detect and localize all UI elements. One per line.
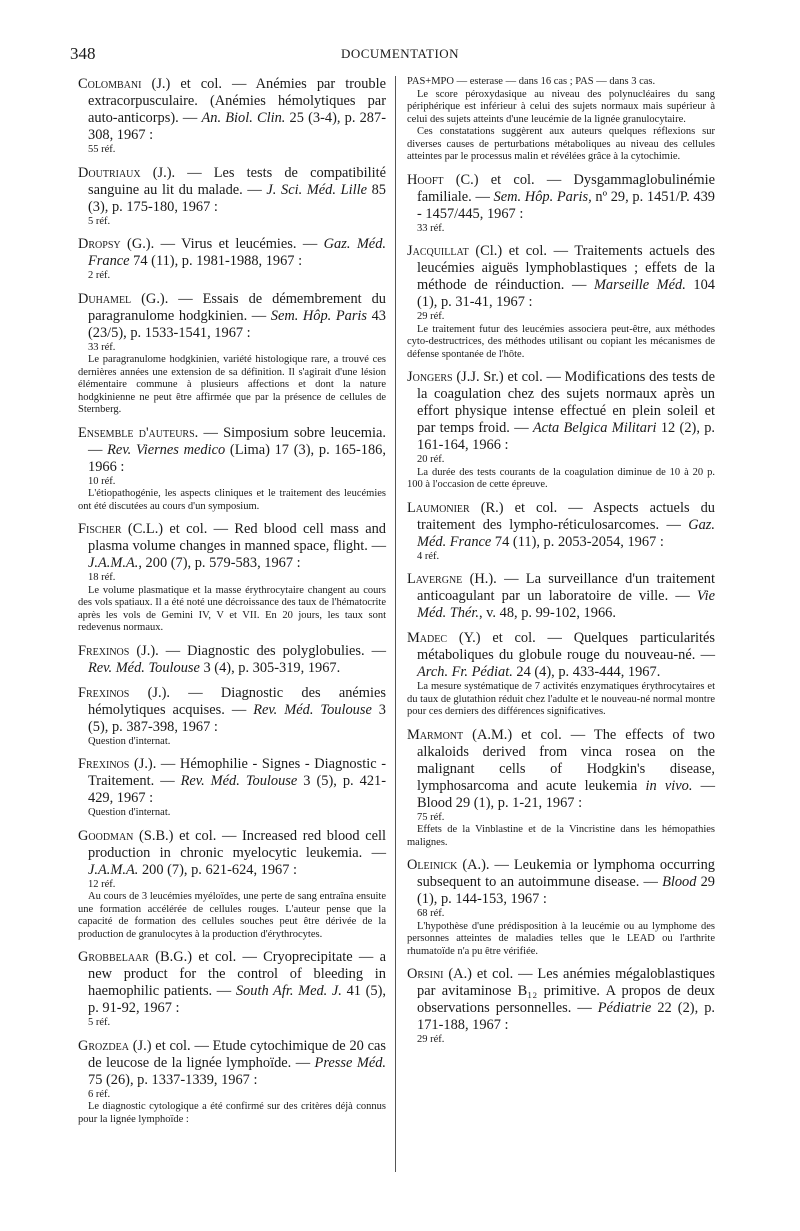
citation-details: 3 (5), p. 421-429, 1967 : <box>88 773 387 806</box>
citation <box>407 172 715 223</box>
bibliography-entry <box>407 571 715 622</box>
citation-details: 74 (11), p. 1981-1988, 1967 : <box>129 253 303 269</box>
citation-details: 43 (23/5), p. 1533-1541, 1967 : <box>88 307 386 341</box>
citation-author: Madec <box>407 630 448 646</box>
citation-details: 104 (1), p. 31-41, 1967 : <box>417 277 715 310</box>
citation-title: (A.M.) et col. — The effects of two alkaloids derived from vinca rosea on the malignant cells of Hodgkin's disease, lymphosarcoma and acute leukemia <box>417 726 715 794</box>
citation-journal: Vie Méd. Thér. <box>417 588 715 621</box>
bibliography-entry <box>78 76 386 157</box>
reference-count: 68 réf. <box>417 908 445 919</box>
citation <box>407 727 715 812</box>
citation-journal: Sem. Hôp. Paris <box>270 307 368 324</box>
reference-count: 29 réf. <box>417 1034 445 1045</box>
citation-title: (J.). — Les tests de compatibilité sanguine au lit du malade. — <box>88 164 386 198</box>
citation-title: (B.G.) et col. — Cryoprecipitate — a new product for the control of bleeding in haemophilic patients. — <box>88 949 386 999</box>
citation-title: (J.). — Hémophilie - Signes - Diagnostic - Traitement. — <box>88 756 386 789</box>
citation-author: Oleinick <box>407 857 458 873</box>
citation-journal: J.A.M.A. <box>88 555 139 571</box>
citation <box>78 521 386 572</box>
citation <box>78 236 386 270</box>
right-column <box>407 76 715 1055</box>
bibliography-entry <box>78 291 386 417</box>
reference-count: 2 réf. <box>88 270 111 281</box>
citation-author: Grozdea <box>78 1037 129 1054</box>
citation-author: Duhamel <box>78 290 132 307</box>
bibliography-entry <box>78 1038 386 1127</box>
reference-count: 12 réf. <box>88 878 116 890</box>
bibliography-entry <box>407 966 715 1047</box>
citation-author: Lavergne <box>407 571 463 587</box>
page-number: 348 <box>70 44 96 63</box>
citation-details: (Lima) 17 (3), p. 165-186, 1966 : <box>88 441 386 475</box>
reference-count: 6 réf. <box>88 1088 111 1100</box>
citation <box>78 756 386 807</box>
bibliography-entry <box>407 500 715 564</box>
citation-details: 41 (5), p. 91-92, 1967 : <box>88 983 386 1016</box>
bibliography-entry <box>78 236 386 283</box>
citation <box>407 243 715 311</box>
citation <box>407 966 715 1034</box>
abstract: Le paragranulome hodgkinien, variété histologique rare, a trouvé ces dernières années une extension de sa définition. Il s'agirait d'une lésion élémentaire commune à plusieurs affections et dont la nature hodgkinienne ne peut être affirmée que par la présence de cellules de Sternberg. <box>78 354 386 415</box>
abstract: La mesure systématique de 7 activités enzymatiques érythrocytaires et du taux de glutathion réduit chez l'adulte et le nouveau-né normal montre pour ces derniers des différences significatives. <box>407 681 715 717</box>
citation-author: Jacquillat <box>407 243 469 259</box>
abstract: Au cours de 3 leucémies myéloïdes, une perte de sang entraîna ensuite une formation accélérée de cellules rouges. L'auteur pense que la capacité de formation des cellules souches peut être dérivée de la production de granulocytes à la production d'érythrocytes. <box>78 891 386 940</box>
bibliography-entry <box>78 643 386 677</box>
bibliography-entry <box>407 172 715 236</box>
reference-count: 75 réf. <box>417 811 445 823</box>
citation-title: (S.B.) et col. — Increased red blood cell production in chronic myelocytic leukemia. — <box>88 827 386 861</box>
citation-journal: Rev. Méd. Toulouse <box>253 701 372 718</box>
citation-title: (C.L.) et col. — Red blood cell mass and plasma volume changes in manned space, flight. — <box>88 521 386 554</box>
citation-author: Fischer <box>78 521 122 537</box>
right-entries <box>407 172 715 1047</box>
citation-details: 75 (26), p. 1337-1339, 1967 : <box>88 1071 258 1088</box>
bibliography-entry <box>78 949 386 1030</box>
citation-journal: Blood <box>662 874 697 890</box>
abstract: Le diagnostic cytologique a été confirmé sur des critères déjà connus pour la lignée lymphoïde : <box>78 1101 386 1125</box>
citation-details: 12 (2), p. 161-164, 1966 : <box>417 420 715 453</box>
citation-title: (G.). — Virus et leucémies. — <box>120 236 324 252</box>
citation-details: 25 (3-4), p. 287-308, 1967 : <box>88 110 386 143</box>
citation <box>407 369 715 454</box>
reference-count: 33 réf. <box>88 341 116 353</box>
left-column <box>78 76 386 1134</box>
citation-details: 29 (1), p. 144-153, 1967 : <box>417 874 715 907</box>
citation-author: Frexinos <box>78 756 130 772</box>
citation <box>78 76 386 144</box>
reference-count: Question d'internat. <box>88 735 171 747</box>
citation <box>407 500 715 551</box>
citation-title: (A.) et col. — Les anémies mégaloblastiques par avitaminose B₁₂ primitive. A propos de deux observations personnelles. — <box>417 966 715 1016</box>
abstract: Le traitement futur des leucémies associera peut-être, aux méthodes cyto-destructrices, des méthodes utilisant ou copiant les mécanismes de défense spontanée de l'hôte. <box>407 323 715 360</box>
bibliography-entry <box>78 165 386 229</box>
abstract: L'hypothèse d'une prédisposition à la leucémie ou au lymphome des personnes atteintes de maladies telles que le LEAD ou l'arthrite rhumatoïde n'a pu être vérifiée. <box>407 920 715 957</box>
citation-author: Laumonier <box>407 499 470 516</box>
citation <box>407 571 715 622</box>
citation-journal: Acta Belgica Militari <box>532 420 657 436</box>
citation-details: , 200 (7), p. 579-583, 1967 : <box>138 555 301 571</box>
citation <box>407 857 715 908</box>
column-divider <box>395 76 396 1172</box>
page-header <box>70 44 730 64</box>
bibliography-entry <box>407 630 715 719</box>
bibliography-entry <box>407 727 715 850</box>
citation-title: (J.). — Diagnostic des polyglobulies. — <box>129 642 386 659</box>
reference-count: 33 réf. <box>417 222 445 234</box>
citation-journal: Rev. Méd. Toulouse <box>88 659 200 676</box>
bibliography-entry <box>78 756 386 820</box>
citation-title: (Y.) et col. — Quelques particularités métaboliques du globule rouge du nouveau-né. — <box>417 630 715 663</box>
abstract-line: PAS+MPO — esterase — dans 16 cas ; PAS — dans 3 cas. <box>407 76 656 87</box>
bibliography-entry <box>78 425 386 514</box>
bibliography-entry <box>78 521 386 635</box>
reference-count: 29 réf. <box>417 311 445 322</box>
citation-journal: South Afr. Med. J. <box>235 983 342 999</box>
reference-count: 20 réf. <box>417 454 445 465</box>
citation <box>78 828 386 879</box>
citation-author: Frexinos <box>78 642 130 659</box>
running-title: DOCUMENTATION <box>340 46 460 61</box>
citation-journal: Marseille Méd. <box>593 277 686 293</box>
abstract: Le volume plasmatique et la masse érythrocytaire changent au cours des vols spatiaux. Il a été noté une décroissance des taux de l'hématocrite après les vols de Gemini IV, V et VII. En 20 jours, les taux sont redevenus normaux. <box>78 584 386 633</box>
citation-details: 22 (2), p. 171-188, 1967 : <box>417 1000 715 1033</box>
abstract-line: Le score péroxydasique au niveau des polynucléaires du sang périphérique est inférieur à celui des sujets normaux mais supérieur à celui des sujets atteints d'une leucémie de la lignée granulocytaire. <box>407 88 715 125</box>
citation <box>78 291 386 342</box>
abstract: La durée des tests courants de la coagulation diminue de 10 à 20 p. 100 à l'occasion de cette épreuve. <box>407 466 715 490</box>
citation-journal: Gaz. Méd. France <box>88 236 386 269</box>
citation-title: (J.) et col. — Anémies par trouble extracorpusculaire. (Anémies hémolytiques par auto-anticorps). — <box>88 76 386 126</box>
citation <box>78 685 386 736</box>
citation-author: Jongers <box>407 369 453 385</box>
citation-journal: Rev. Méd. Toulouse <box>180 773 298 789</box>
citation-journal: An. Biol. Clin. <box>201 110 286 126</box>
continued-abstract <box>407 76 715 164</box>
citation-title: (A.). — Leukemia or lymphoma occurring subsequent to an autoimmune disease. — <box>417 857 715 890</box>
citation-title: (J.J. Sr.) et col. — Modifications des tests de la coagulation chez des sujets normaux après un effort physique intense effectué en plein soleil et par temps froid. — <box>417 369 715 436</box>
citation-title: (Cl.) et col. — Traitements actuels des leucémies aiguës lymphoblastiques ; effets de la méthode de réinduction. — <box>417 243 715 293</box>
citation-details: 3 (4), p. 305-319, 1967. <box>199 659 341 676</box>
citation-author: Orsini <box>407 966 444 982</box>
citation-author: Grobbelaar <box>78 949 149 965</box>
citation <box>78 949 386 1017</box>
citation-author: Hooft <box>407 171 444 188</box>
reference-count: Question d'internat. <box>88 807 171 818</box>
citation-title: . — Simposium sobre leucemia. — <box>88 424 386 458</box>
bibliography-entry <box>407 243 715 361</box>
reference-count: 5 réf. <box>88 215 111 227</box>
citation-author: Colombani <box>78 76 142 92</box>
reference-count: 5 réf. <box>88 1017 111 1028</box>
citation-journal: Pédiatrie <box>597 1000 652 1016</box>
citation-title: (G.). — Essais de démembrement du paragranulome hodgkinien. — <box>88 290 386 324</box>
citation-journal: Sem. Hôp. Paris, <box>493 188 592 205</box>
citation-author: Frexinos <box>78 684 130 701</box>
citation <box>78 425 386 476</box>
citation-title: (R.) et col. — Aspects actuels du traitement des lympho-réticulosarcomes. — <box>417 499 715 533</box>
bibliography-entry <box>407 369 715 492</box>
citation-title: (C.) et col. — Dysgammaglobulinémie familiale. — <box>417 171 715 205</box>
citation-details: nº 29, p. 1451/P. 439 - 1457/445, 1967 : <box>417 188 715 222</box>
reference-count: 4 réf. <box>417 550 440 562</box>
citation-journal: Gaz. Méd. France <box>417 516 715 550</box>
reference-count: 18 réf. <box>88 572 116 583</box>
citation-title: (H.). — La surveillance d'un traitement anticoagulant par un laboratoire de ville. — <box>417 571 715 604</box>
citation-details: , v. 48, p. 99-102, 1966. <box>478 605 616 621</box>
citation-author: Dropsy <box>78 236 121 252</box>
citation-details: 3 (5), p. 387-398, 1967 : <box>88 701 387 735</box>
citation-author: Doutriaux <box>78 164 141 181</box>
citation-title: (J.) et col. — Etude cytochimique de 20 cas de leucose de la lignée lymphoïde. — <box>88 1037 386 1071</box>
abstract: L'étiopathogénie, les aspects cliniques et le traitement des leucémies ont été discutées au cours d'un symposium. <box>78 488 386 512</box>
citation-journal: J.A.M.A. <box>88 861 139 878</box>
citation-details: 74 (11), p. 2053-2054, 1967 : <box>491 533 664 550</box>
abstract-line: Ces constatations suggèrent aux auteurs quelques réflexions sur diverses causes de perturbations métaboliques au niveau des cellules atteintes par le processus malin et révélées grâce à la cytochimie. <box>407 126 715 162</box>
citation <box>78 165 386 216</box>
citation-journal: J. Sci. Méd. Lille <box>266 181 367 198</box>
citation-title: (J.). — Diagnostic des anémies hémolytiques acquises. — <box>88 684 386 718</box>
citation <box>407 630 715 681</box>
citation-author: Goodman <box>78 827 134 844</box>
bibliography-entry <box>78 685 386 749</box>
citation <box>78 643 386 677</box>
reference-count: 10 réf. <box>88 475 116 487</box>
citation-details: 24 (4), p. 433-444, 1967. <box>512 664 661 680</box>
citation-author: Marmont <box>407 726 464 743</box>
citation-author: Ensemble d'auteurs <box>78 424 195 441</box>
citation-journal: Arch. Fr. Pédiat. <box>417 664 513 680</box>
bibliography-entry <box>407 857 715 958</box>
citation-journal: in vivo. <box>645 777 693 794</box>
citation <box>78 1038 386 1089</box>
citation-journal: Presse Méd. <box>314 1054 386 1071</box>
reference-count: 55 réf. <box>88 144 116 155</box>
citation-details: — Blood 29 (1), p. 1-21, 1967 : <box>417 777 715 811</box>
abstract: Effets de la Vinblastine et de la Vincristine dans les hémopathies malignes. <box>407 824 715 848</box>
citation-journal: Rev. Viernes medico <box>107 441 226 458</box>
citation-details: 85 (3), p. 175-180, 1967 : <box>88 181 386 215</box>
citation-details: 200 (7), p. 621-624, 1967 : <box>138 861 298 878</box>
bibliography-entry <box>78 828 386 942</box>
